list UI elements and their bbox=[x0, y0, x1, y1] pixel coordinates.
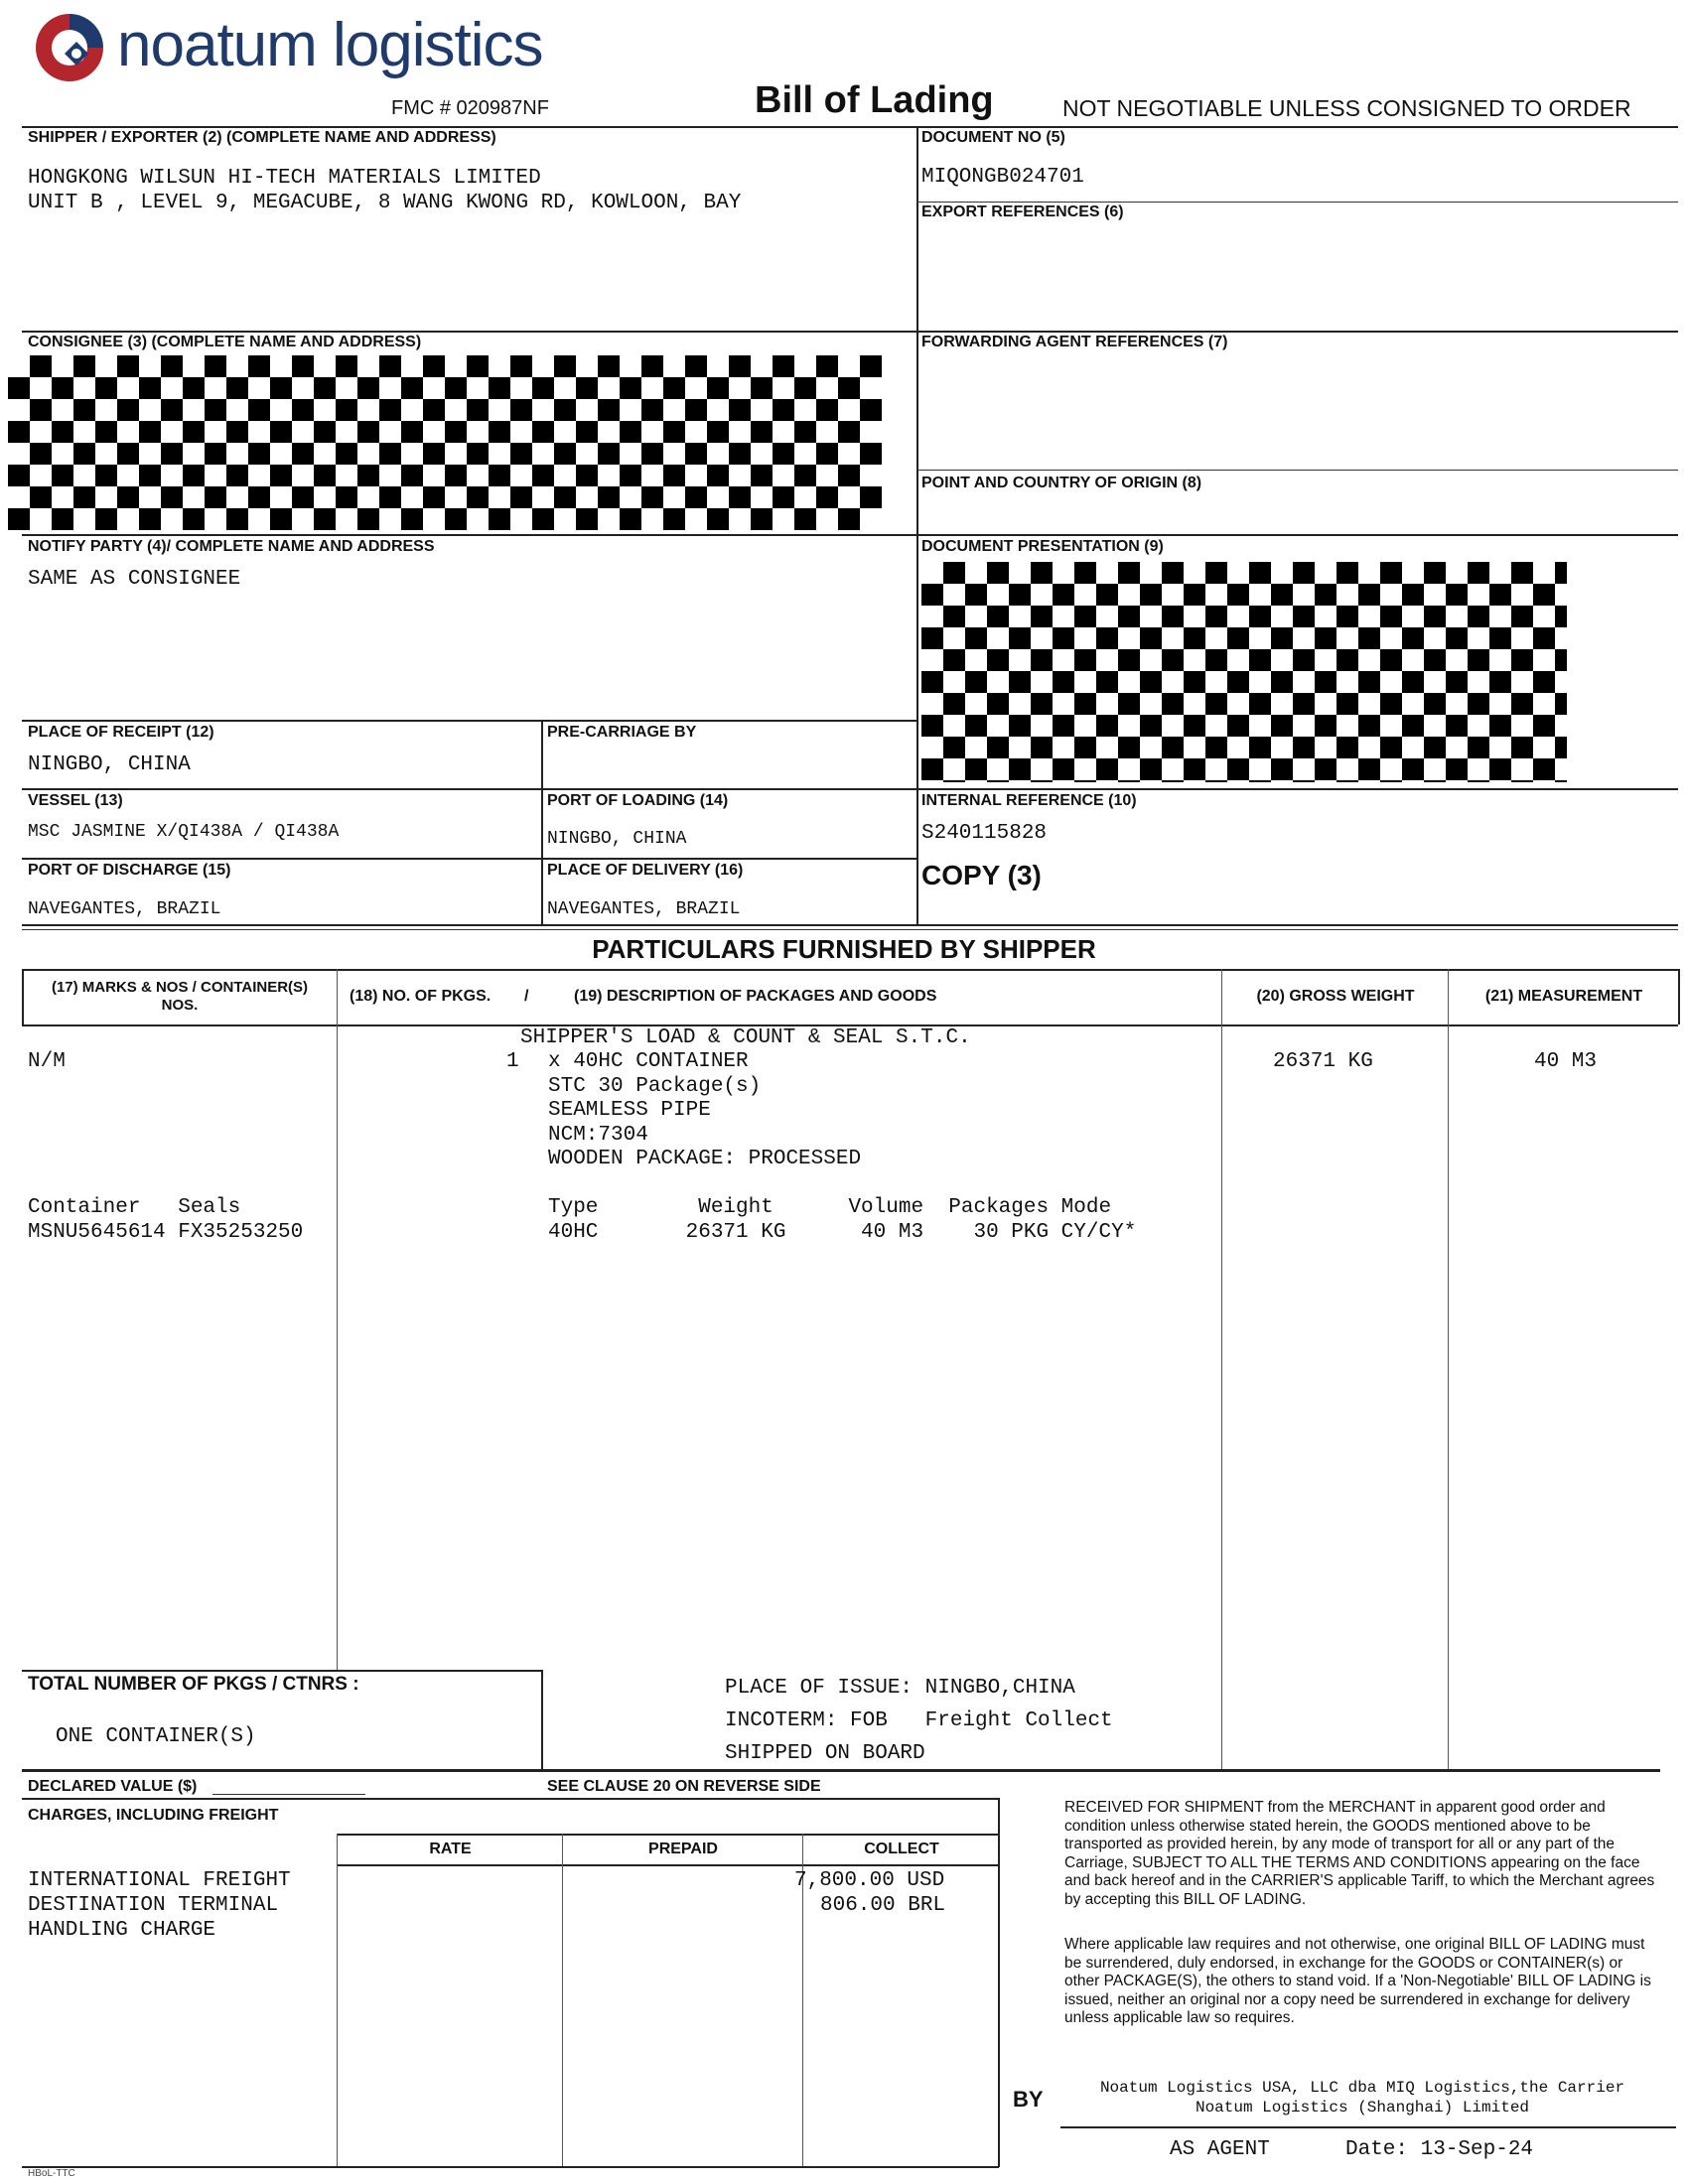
signature-date: Date: 13-Sep-24 bbox=[1345, 2138, 1534, 2161]
charges-top-line bbox=[22, 1798, 999, 1800]
particulars-title: PARTICULARS FURNISHED BY SHIPPER bbox=[592, 934, 1096, 964]
receipt-vertical bbox=[541, 720, 543, 926]
port-of-loading-label: PORT OF LOADING (14) bbox=[547, 792, 729, 809]
pkgs-column-header: (18) NO. OF PKGS. bbox=[350, 988, 492, 1005]
header-slash: / bbox=[524, 988, 529, 1005]
terms-paragraph-2: Where applicable law requires and not otherwise, one original BILL OF LADING must be surrendered, duly endorsed, in exchange for the GOODS or CONTAINER(s) or other PACKAGE(S), the others to stand void. If a 'Non-Negotiable' BILL OF LADING is issued, neither an original nor a copy need be surrendered in exchange for delivery unless applicable law so requires. bbox=[1064, 1936, 1651, 2026]
collect-amount-2: 806.00 BRL bbox=[820, 1894, 946, 1917]
description-line-5: WOODEN PACKAGE: PROCESSED bbox=[548, 1148, 862, 1170]
company-logo bbox=[32, 8, 107, 87]
port-of-discharge-label: PORT OF DISCHARGE (15) bbox=[28, 862, 231, 879]
total-packages-value: ONE CONTAINER(S) bbox=[56, 1725, 256, 1748]
internal-reference-value: S240115828 bbox=[921, 822, 1048, 845]
internal-reference-label: INTERNAL REFERENCE (10) bbox=[921, 792, 1137, 809]
pre-carriage-label: PRE-CARRIAGE BY bbox=[547, 724, 697, 741]
export-references-label: EXPORT REFERENCES (6) bbox=[921, 204, 1124, 220]
collect-header: COLLECT bbox=[864, 1841, 939, 1857]
place-of-receipt-value: NINGBO, CHINA bbox=[28, 753, 191, 776]
charges-label: CHARGES, INCLUDING FREIGHT bbox=[28, 1807, 279, 1824]
measure-column-divider bbox=[1448, 969, 1449, 1771]
document-presentation-label: DOCUMENT PRESENTATION (9) bbox=[921, 538, 1164, 555]
description-line-3: SEAMLESS PIPE bbox=[548, 1099, 711, 1122]
particulars-right-edge bbox=[1678, 969, 1680, 1024]
charge-item-1: INTERNATIONAL FREIGHT bbox=[28, 1869, 291, 1892]
package-quantity: 1 bbox=[506, 1050, 519, 1073]
marks-value: N/M bbox=[28, 1050, 66, 1073]
row-end-top-section bbox=[22, 924, 1678, 926]
clause-note: SEE CLAUSE 20 ON REVERSE SIDE bbox=[547, 1778, 821, 1795]
description-column-header: (19) DESCRIPTION OF PACKAGES AND GOODS bbox=[574, 988, 937, 1005]
measurement-column-header: (21) MEASUREMENT bbox=[1484, 988, 1643, 1005]
consignee-label: CONSIGNEE (3) (COMPLETE NAME AND ADDRESS) bbox=[28, 334, 422, 350]
particulars-top-line bbox=[22, 969, 1678, 971]
shipper-label: SHIPPER / EXPORTER (2) (COMPLETE NAME AND ADDRESS) bbox=[28, 129, 496, 146]
declared-value-underline bbox=[212, 1794, 365, 1795]
copy-label: COPY (3) bbox=[921, 860, 1042, 890]
fmc-number: FMC # 020987NF bbox=[391, 97, 549, 119]
stc-line: SHIPPER'S LOAD & COUNT & SEAL S.T.C. bbox=[520, 1026, 971, 1049]
doc-no-divider bbox=[916, 202, 1678, 203]
document-no-label: DOCUMENT NO (5) bbox=[921, 129, 1065, 146]
charges-header-bottom bbox=[337, 1864, 999, 1866]
carrier-line-1: Noatum Logistics USA, LLC dba MIQ Logistics,the Carrier bbox=[1099, 2079, 1625, 2097]
as-agent: AS AGENT bbox=[1170, 2138, 1270, 2161]
prepaid-header: PREPAID bbox=[648, 1841, 718, 1857]
shipper-address: UNIT B , LEVEL 9, MEGACUBE, 8 WANG KWONG RD, KOWLOON, BAY bbox=[28, 192, 742, 214]
measurement-value: 40 M3 bbox=[1534, 1050, 1598, 1073]
document-presentation-redaction bbox=[921, 562, 1567, 782]
row-discharge-divider bbox=[22, 858, 916, 860]
container-header: Container Seals bbox=[28, 1196, 241, 1219]
total-packages-label: TOTAL NUMBER OF PKGS / CTNRS : bbox=[28, 1674, 359, 1695]
container-detail-value: 40HC 26371 KG 40 M3 30 PKG CY/CY* bbox=[548, 1221, 1137, 1244]
gross-weight-value: 26371 KG bbox=[1273, 1050, 1373, 1073]
document-title: Bill of Lading bbox=[755, 79, 994, 121]
declared-value-label: DECLARED VALUE ($) bbox=[28, 1778, 198, 1795]
description-line-4: NCM:7304 bbox=[548, 1124, 648, 1147]
prepaid-left-divider bbox=[562, 1834, 563, 2166]
notify-party-value: SAME AS CONSIGNEE bbox=[28, 568, 241, 591]
row-vessel-divider bbox=[22, 788, 1678, 790]
marks-column-header-2: NOS. bbox=[161, 997, 199, 1014]
footer-code: HBoL-TTC bbox=[28, 2168, 75, 2179]
marks-column-header-1: (17) MARKS & NOS / CONTAINER(S) bbox=[51, 979, 309, 996]
port-of-discharge-value: NAVEGANTES, BRAZIL bbox=[28, 899, 221, 919]
row-end-top-section-2 bbox=[22, 929, 1678, 930]
charge-item-2: DESTINATION TERMINAL bbox=[28, 1894, 279, 1917]
noatum-logo-icon bbox=[32, 8, 107, 87]
gross-weight-column-header: (20) GROSS WEIGHT bbox=[1256, 988, 1415, 1005]
forwarding-agent-label: FORWARDING AGENT REFERENCES (7) bbox=[921, 334, 1228, 350]
incoterm: INCOTERM: FOB Freight Collect bbox=[725, 1709, 1113, 1732]
top-border bbox=[22, 126, 1678, 128]
negotiable-note: NOT NEGOTIABLE UNLESS CONSIGNED TO ORDER bbox=[1062, 95, 1631, 121]
terms-paragraph-1: RECEIVED FOR SHIPMENT from the MERCHANT in apparent good order and condition unless otherwise stated herein, the GOODS mentioned above to be transported as provided herein, by any mode of transport for all or any part of the Carriage, SUBJECT TO ALL THE TERMS AND CONDITIONS appearing on the face and back hereof and in the CARRIER'S applicable Tariff, to which the Merchant agrees by accepting this BILL OF LADING. bbox=[1064, 1799, 1655, 1908]
origin-divider bbox=[916, 470, 1678, 471]
row-notify-divider bbox=[22, 534, 1678, 536]
row-consignee-divider bbox=[22, 331, 1678, 333]
by-label: BY bbox=[1013, 2087, 1044, 2112]
collect-amount-1: 7,800.00 USD bbox=[794, 1869, 945, 1892]
vessel-label: VESSEL (13) bbox=[28, 792, 123, 809]
totals-right-edge bbox=[541, 1670, 543, 1771]
notify-party-label: NOTIFY PARTY (4)/ COMPLETE NAME AND ADDRESS bbox=[28, 538, 435, 555]
place-of-receipt-label: PLACE OF RECEIPT (12) bbox=[28, 724, 214, 741]
place-of-delivery-label: PLACE OF DELIVERY (16) bbox=[547, 862, 744, 879]
marks-column-divider bbox=[337, 969, 338, 1670]
place-of-issue: PLACE OF ISSUE: NINGBO,CHINA bbox=[725, 1677, 1075, 1700]
center-divider bbox=[916, 126, 918, 926]
shipper-name: HONGKONG WILSUN HI-TECH MATERIALS LIMITED bbox=[28, 167, 541, 190]
charges-bottom-line bbox=[22, 2166, 999, 2168]
signature-line bbox=[1060, 2126, 1676, 2128]
rate-header: RATE bbox=[429, 1841, 472, 1857]
weight-column-divider bbox=[1221, 969, 1222, 1771]
container-value: MSNU5645614 FX35253250 bbox=[28, 1221, 304, 1244]
shipped-on-board: SHIPPED ON BOARD bbox=[725, 1742, 925, 1765]
carrier-line-2: Noatum Logistics (Shanghai) Limited bbox=[1195, 2099, 1530, 2116]
description-line-1: x 40HC CONTAINER bbox=[548, 1050, 749, 1073]
vessel-value: MSC JASMINE X/QI438A / QI438A bbox=[28, 822, 340, 842]
rate-left-divider bbox=[337, 1834, 338, 2166]
origin-label: POINT AND COUNTRY OF ORIGIN (8) bbox=[921, 475, 1202, 491]
consignee-redaction bbox=[8, 355, 882, 530]
row-receipt-divider bbox=[22, 720, 916, 722]
charge-item-3: HANDLING CHARGE bbox=[28, 1919, 216, 1942]
totals-top-line bbox=[22, 1670, 542, 1672]
charges-header-top bbox=[337, 1834, 999, 1836]
port-of-loading-value: NINGBO, CHINA bbox=[547, 829, 687, 849]
container-detail-header: Type Weight Volume Packages Mode bbox=[548, 1196, 1112, 1219]
brand-name: noatum logistics bbox=[117, 11, 543, 79]
totals-bottom-line bbox=[22, 1769, 1660, 1772]
description-line-2: STC 30 Package(s) bbox=[548, 1075, 762, 1098]
place-of-delivery-value: NAVEGANTES, BRAZIL bbox=[547, 899, 741, 919]
document-no-value: MIQONGB024701 bbox=[921, 166, 1084, 189]
